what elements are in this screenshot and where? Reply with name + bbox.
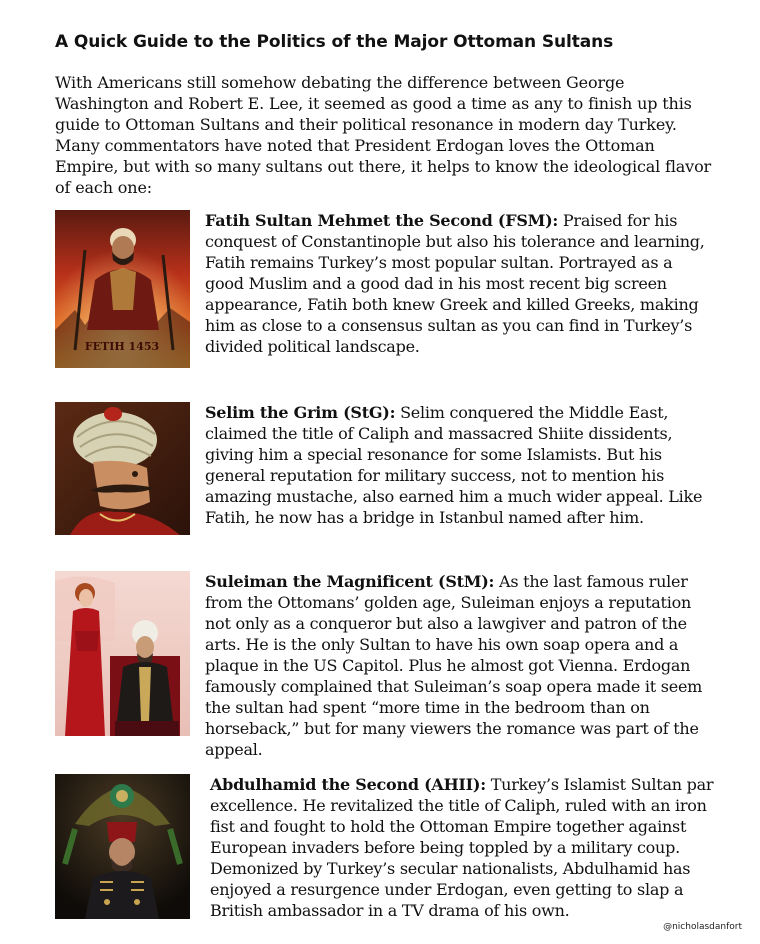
sultan-name: Fatih Sultan Mehmet the Second (FSM): <box>205 211 559 230</box>
portrait-selim-image <box>55 402 190 535</box>
tv-drama-abdulhamid-image <box>55 774 190 919</box>
sultan-body-text: Selim conquered the Middle East, claimed the title of Caliph and massacred Shiite dissidents, giving him a special resonance for some Islamists. But his general reputation for military success, not to mention his amazing mustache, also earned him a much wider appeal. Like Fatih, he now has a bridge in Istanbul named after him. <box>205 403 703 527</box>
svg-text:FETIH 1453: FETIH 1453 <box>84 340 160 353</box>
intro-paragraph: With Americans still somehow debating the difference between George Washington and Robert E. Lee, it seemed as good a time as any to finish up this guide to Ottoman Sultans and their political resonance in modern day Turkey. Many commentators have noted that President Erdogan loves the Ottoman Empire, but with so many sultans out there, it helps to know the ideological flavor of each one: <box>55 73 712 197</box>
sultan-name: Abdulhamid the Second (AHII): <box>210 775 486 794</box>
sultan-name: Suleiman the Magnificent (StM): <box>205 572 495 591</box>
sultan-description <box>205 210 710 357</box>
sultan-body-text: Praised for his conquest of Constantinople but also his tolerance and learning, Fatih remains Turkey’s most popular sultan. Portrayed as a good Muslim and a good dad in his most recent big screen appearance, Fatih both knew Greek and killed Greeks, making him as close to a consensus sultan as you can find in Turkey’s divided political landscape. <box>205 211 705 356</box>
sultan-description <box>205 571 710 760</box>
sultan-body-text: As the last famous ruler from the Ottomans’ golden age, Suleiman enjoys a reputation not only as a conqueror but also a lawgiver and patron of the arts. He is the only Sultan to have his own soap opera and a plaque in the US Capitol. Plus he almost got Vienna. Erdogan famously complained that Suleiman’s soap opera made it seem the sultan had spent “more time in the bedroom than on horseback,” but for many viewers the romance was part of the appeal. <box>205 572 703 759</box>
soap-opera-still-suleiman-image <box>55 571 190 736</box>
sultan-description <box>210 774 715 921</box>
sultan-body-text: Turkey’s Islamist Sultan par excellence. He revitalized the title of Caliph, ruled with an iron fist and fought to hold the Ottoman Empire together against European invaders before being toppled by a military coup. Demonized by Turkey’s secular nationalists, Abdulhamid has enjoyed a resurgence under Erdogan, even getting to slap a British ambassador in a TV drama of his own. <box>210 775 714 920</box>
author-credit: @nicholasdanfort <box>663 922 742 932</box>
document-title: A Quick Guide to the Politics of the Major Ottoman Sultans <box>55 32 614 52</box>
movie-poster-fatih-image <box>55 210 190 368</box>
sultan-description <box>205 402 710 528</box>
sultan-name: Selim the Grim (StG): <box>205 403 396 422</box>
